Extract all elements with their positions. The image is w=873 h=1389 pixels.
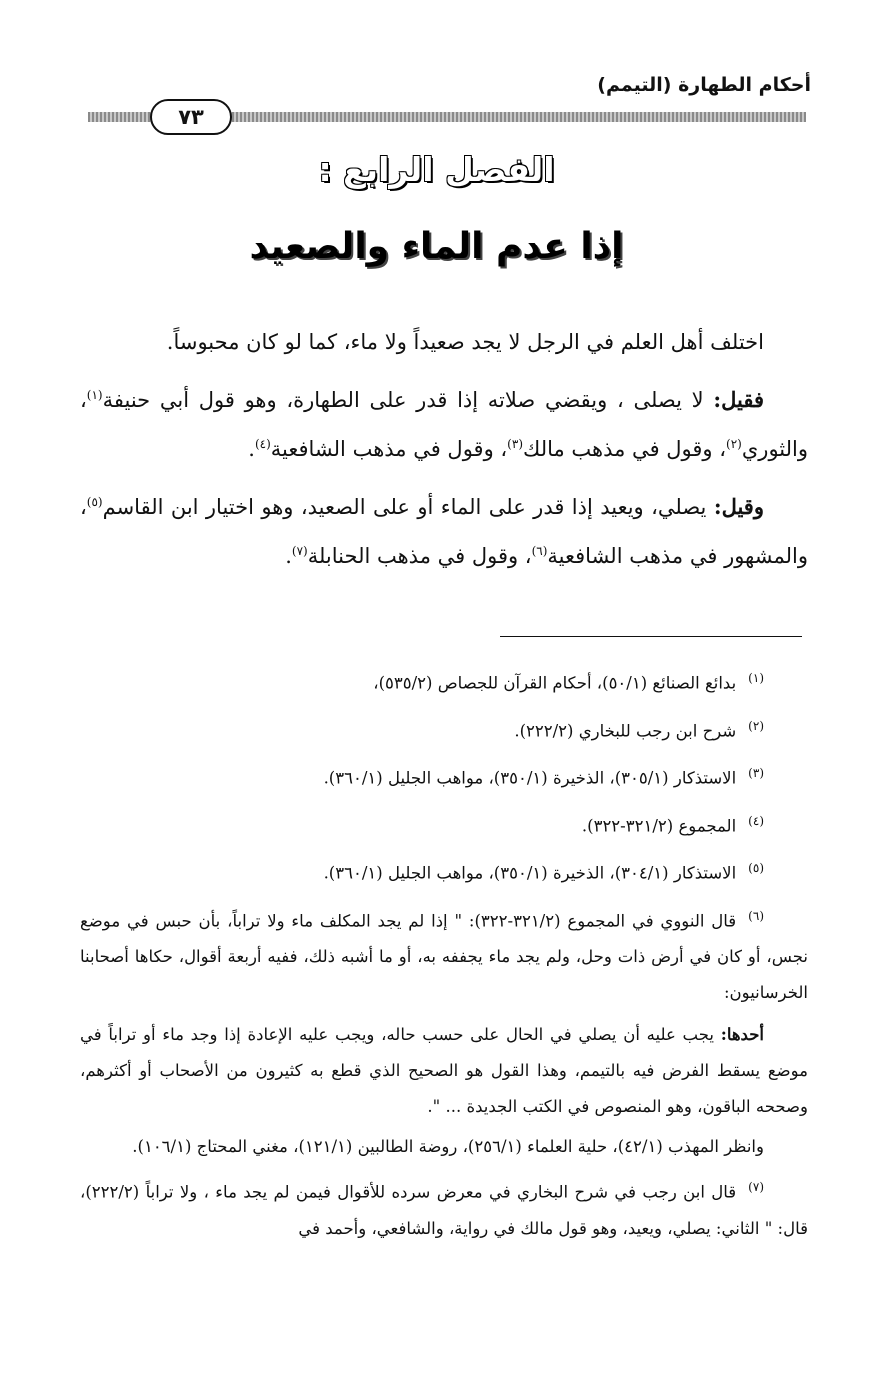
- paragraph-2: فقيل: لا يصلى ، ويقضي صلاته إذا قدر على الطهارة، وهو قول أبي حنيفة$^{(١)}$، والثوري$^{(٢)}$، وقول في مذهب مالك$^{(٣)}$، وقول في مذهب الشافعية$^{(٤)}$.: [80, 387, 808, 461]
- footnote-ref: (٣): [507, 437, 523, 451]
- footnote-number: (٤): [748, 813, 764, 828]
- lead-word: وقيل:: [713, 494, 764, 519]
- paragraph-3: وقيل: يصلي، ويعيد إذا قدر على الماء أو على الصعيد، وهو اختيار ابن القاسم$^{(٥)}$، والمشهور في مذهب الشافعية$^{(٦)}$، وقول في مذهب الحنابلة$^{(٧)}$.: [80, 494, 808, 568]
- running-header-title: أحكام الطهارة (التيمم): [597, 74, 811, 96]
- footnote-ref: (٧): [291, 544, 308, 558]
- footnote-number: (٧): [748, 1180, 764, 1194]
- footnote-2: $^{(٢)}$شرح ابن رجب للبخاري (٢٢٢/٢).: [514, 718, 764, 740]
- footnote-separator: [500, 636, 802, 637]
- lead-word: فقيل:: [713, 387, 764, 412]
- footnote-number: (١): [748, 671, 764, 685]
- footnote-number: (٣): [748, 766, 764, 780]
- footnote-7: $^{(٧)}$قال ابن رجب في شرح البخاري في معرض سرده للأقوال فيمن لم يجد ماء ، ولا تراباً (٢٢٢/٢)، قال: " الثاني: يصلي، ويعيد، وهو قول مالك في رواية، والشافعي، وأحمد في: [80, 1180, 808, 1238]
- lead-word: أحدها:: [720, 1025, 764, 1044]
- footnote-number: (٢): [748, 718, 764, 733]
- paragraph-1: اختلف أهل العلم في الرجل لا يجد صعيداً ولا ماء، كما لو كان محبوساً.: [166, 330, 764, 354]
- chapter-label: الفصل الرابع :: [318, 150, 555, 189]
- footnote-ref: (٤): [254, 437, 271, 451]
- footnote-6: $^{(٦)}$قال النووي في المجموع (٣٢١/٢-٣٢٢): " إذا لم يجد المكلف ماء ولا تراباً، بأن حبس في موضع نجس، أو كان في أرض ذات وحل، ولم يجد ماء يجففه به، أو ما أشبه ذلك، ففيه أربعة أقوال، حكاها أصحابنا الخرسانيون:: [80, 908, 808, 1002]
- main-text: [80, 318, 808, 589]
- footnote-ref: (٥): [86, 495, 103, 509]
- footnote-3: $^{(٣)}$الاستذكار (٣٠٥/١)، الذخيرة (٣٥٠/١)، مواهب الجليل (٣٦٠/١).: [323, 766, 764, 788]
- footnote-ref: (٢): [726, 437, 742, 451]
- footnote-4: $^{(٤)}$المجموع (٣٢١/٢-٣٢٢).: [581, 813, 764, 835]
- footnote-number: (٥): [748, 861, 764, 875]
- footnote-6-references: وانظر المهذب (٤٢/١)، حلية العلماء (٢٥٦/١)، روضة الطالبين (١٢١/١)، مغني المحتاج (١٠٦/١).: [132, 1137, 764, 1156]
- page-number: ٧٣: [150, 99, 232, 135]
- footnote-5: $^{(٥)}$الاستذكار (٣٠٤/١)، الذخيرة (٣٥٠/١)، مواهب الجليل (٣٦٠/١).: [323, 861, 764, 883]
- chapter-title: إذا عدم الماء والصعيد: [249, 226, 624, 267]
- footnote-1: $^{(١)}$بدائع الصنائع (٥٠/١)، أحكام القرآن للجصاص (٥٣٥/٢)،: [373, 671, 764, 693]
- footnote-ref: (١): [86, 388, 103, 402]
- footnote-6-continued: أحدها: يجب عليه أن يصلي في الحال على حسب حاله، ويجب عليه الإعادة إذا وجد ماء أو تراباً في موضع يسقط الفرض فيه بالتيمم، وهذا القول هو الصحيح الذي قطع به كثيرون من الأصحاب أو أكثرهم، وصححه الباقون، وهو المنصوص في الكتب الجديدة ... ".: [80, 1025, 808, 1116]
- footnote-ref: (٦): [531, 544, 548, 558]
- footnote-number: (٦): [748, 908, 764, 923]
- footnotes: [80, 660, 808, 1253]
